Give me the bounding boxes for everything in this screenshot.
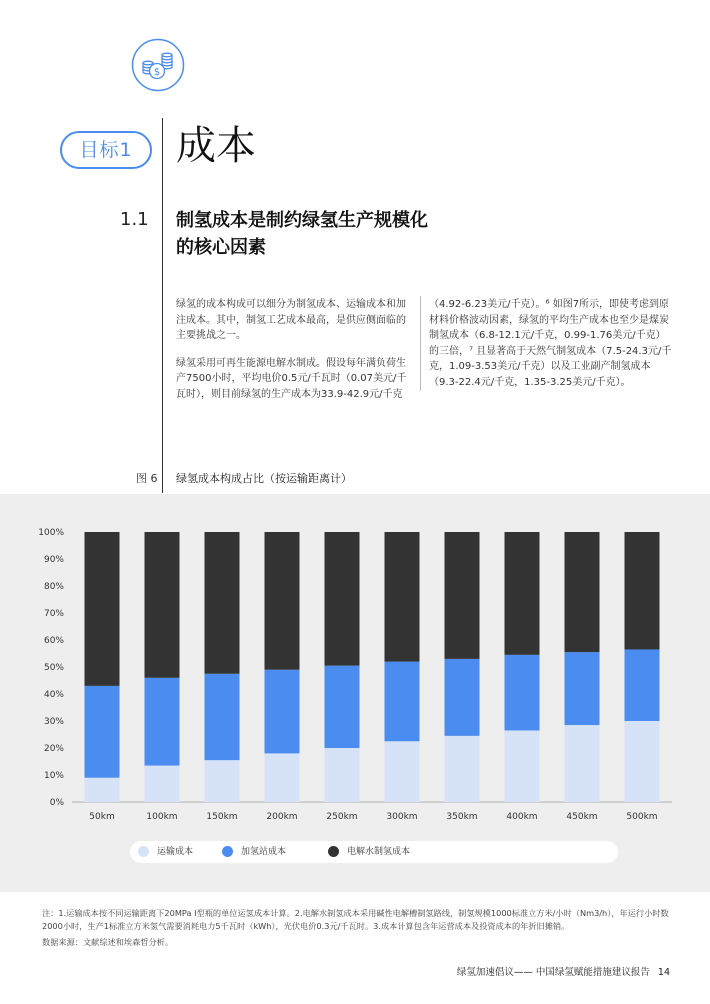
page-title: 成本 — [176, 123, 256, 169]
y-tick-label: 0% — [49, 798, 64, 808]
bar-segment — [205, 532, 240, 674]
svg-text:$: $ — [153, 67, 161, 78]
bar-segment — [385, 741, 420, 802]
x-tick-label: 400km — [506, 812, 538, 822]
y-tick-label: 20% — [43, 744, 64, 754]
chart-footnote: 注：1.运输成本按不同运输距离下20MPa I型瓶的单位运氢成本计算。2.电解水制氢成本采用碱性电解槽制氢路线，制氢规模1000标准立方米/小时（Nm3/h），年运行小时数2000小时，生产1标准立方米氢气需要消耗电力5千瓦时（kWh），光伏电价0.3元/千瓦时。3.成本计算包含年运营成本及投资成本的年折旧摊销。 — [42, 908, 669, 931]
y-tick-label: 70% — [43, 609, 64, 619]
bar-segment — [325, 532, 360, 666]
bar-segment — [265, 532, 300, 670]
body-paragraph: 绿氢采用可再生能源电解水制成。假设每年满负荷生产7500小时，平均电价0.5元/千瓦时（0.07美元/千瓦时），则目前绿氢的生产成本为33.9-42.9元/千克 — [176, 357, 407, 400]
section-number: 1.1 — [120, 209, 149, 230]
bar-segment — [505, 730, 540, 802]
legend-item-electrolysis — [328, 845, 410, 859]
bar-segment — [445, 659, 480, 736]
x-tick-label: 300km — [386, 812, 418, 822]
bar-segment — [565, 725, 600, 802]
stacked-bar-chart — [0, 494, 710, 834]
bar-segment — [145, 678, 180, 766]
bar-segment — [565, 532, 600, 652]
page-footer — [430, 964, 670, 978]
bar-segment — [205, 674, 240, 760]
bar-segment — [325, 666, 360, 748]
section-title: 制氢成本是制约绿氢生产规模化的核心因素 — [176, 210, 428, 258]
page-number: 14 — [657, 967, 670, 978]
legend-swatch — [138, 846, 149, 857]
x-tick-label: 500km — [626, 812, 658, 822]
legend-item-transport — [138, 845, 193, 859]
bar-segment — [385, 532, 420, 662]
bar-segment — [625, 721, 660, 802]
y-tick-label: 30% — [43, 717, 64, 727]
legend-swatch — [222, 846, 233, 857]
bar-segment — [625, 532, 660, 649]
body-column-left — [176, 297, 412, 414]
body-paragraph: 绿氢的成本构成可以细分为制氢成本、运输成本和加注成本。其中，制氢工艺成本最高，是供应侧面临的主要挑战之一。 — [176, 299, 406, 341]
bar-segment — [385, 662, 420, 742]
bar-segment — [265, 670, 300, 754]
bar-segment — [445, 736, 480, 802]
x-tick-label: 200km — [266, 812, 298, 822]
bar-segment — [325, 748, 360, 802]
bar-segment — [505, 532, 540, 655]
bar-segment — [85, 532, 120, 686]
goal-badge: 目标1 — [60, 131, 152, 169]
bar-segment — [145, 766, 180, 802]
y-tick-label: 50% — [43, 663, 64, 673]
legend-item-station — [222, 845, 286, 859]
y-tick-label: 40% — [43, 690, 64, 700]
x-tick-label: 350km — [446, 812, 478, 822]
y-tick-label: 100% — [38, 528, 64, 538]
y-tick-label: 90% — [43, 555, 64, 565]
legend-label: 加氢站成本 — [241, 847, 287, 857]
x-tick-label: 250km — [326, 812, 358, 822]
y-tick-label: 80% — [43, 582, 64, 592]
bar-segment — [505, 655, 540, 731]
x-tick-label: 100km — [146, 812, 178, 822]
bar-segment — [265, 753, 300, 802]
bar-segment — [205, 760, 240, 802]
figure-title: 绿氢成本构成占比（按运输距离计） — [176, 472, 352, 485]
figure-number: 图 6 — [136, 472, 158, 485]
bar-segment — [625, 649, 660, 721]
legend-swatch — [328, 846, 339, 857]
x-tick-label: 50km — [89, 812, 115, 822]
bar-segment — [145, 532, 180, 678]
legend-label: 运输成本 — [157, 847, 194, 857]
y-tick-label: 60% — [43, 636, 64, 646]
vertical-divider — [162, 118, 163, 493]
x-tick-label: 150km — [206, 812, 238, 822]
body-paragraph: （4.92-6.23美元/千克）。⁶ 如图7所示，即使考虑到原材料价格波动因素，绿氢的平均生产成本也至少是煤炭制氢成本（6.8-12.1元/千克，0.99-1.76美元/千克）的三倍，⁷ 且显著高于天然气制氢成本（7.5-24.3元/千克，1.09-3.53美元/千克）以及工业副产制氢成本（9.3-22.4元/千克，1.35-3.25美元/千克）。 — [429, 299, 672, 388]
x-tick-label: 450km — [566, 812, 598, 822]
column-divider — [420, 296, 421, 391]
legend-label: 电解水制氢成本 — [347, 847, 411, 857]
coins-dollar-icon — [131, 38, 185, 92]
bar-segment — [85, 686, 120, 778]
data-source: 数据来源：文献综述和埃森哲分析。 — [42, 937, 174, 947]
y-tick-label: 10% — [43, 771, 64, 781]
bar-segment — [85, 778, 120, 802]
body-column-right — [429, 297, 673, 402]
footer-text: 绿氢加速倡议—— 中国绿氢赋能措施建议报告 — [456, 967, 650, 978]
bar-segment — [565, 652, 600, 725]
bar-segment — [445, 532, 480, 659]
chart-legend — [130, 841, 618, 863]
